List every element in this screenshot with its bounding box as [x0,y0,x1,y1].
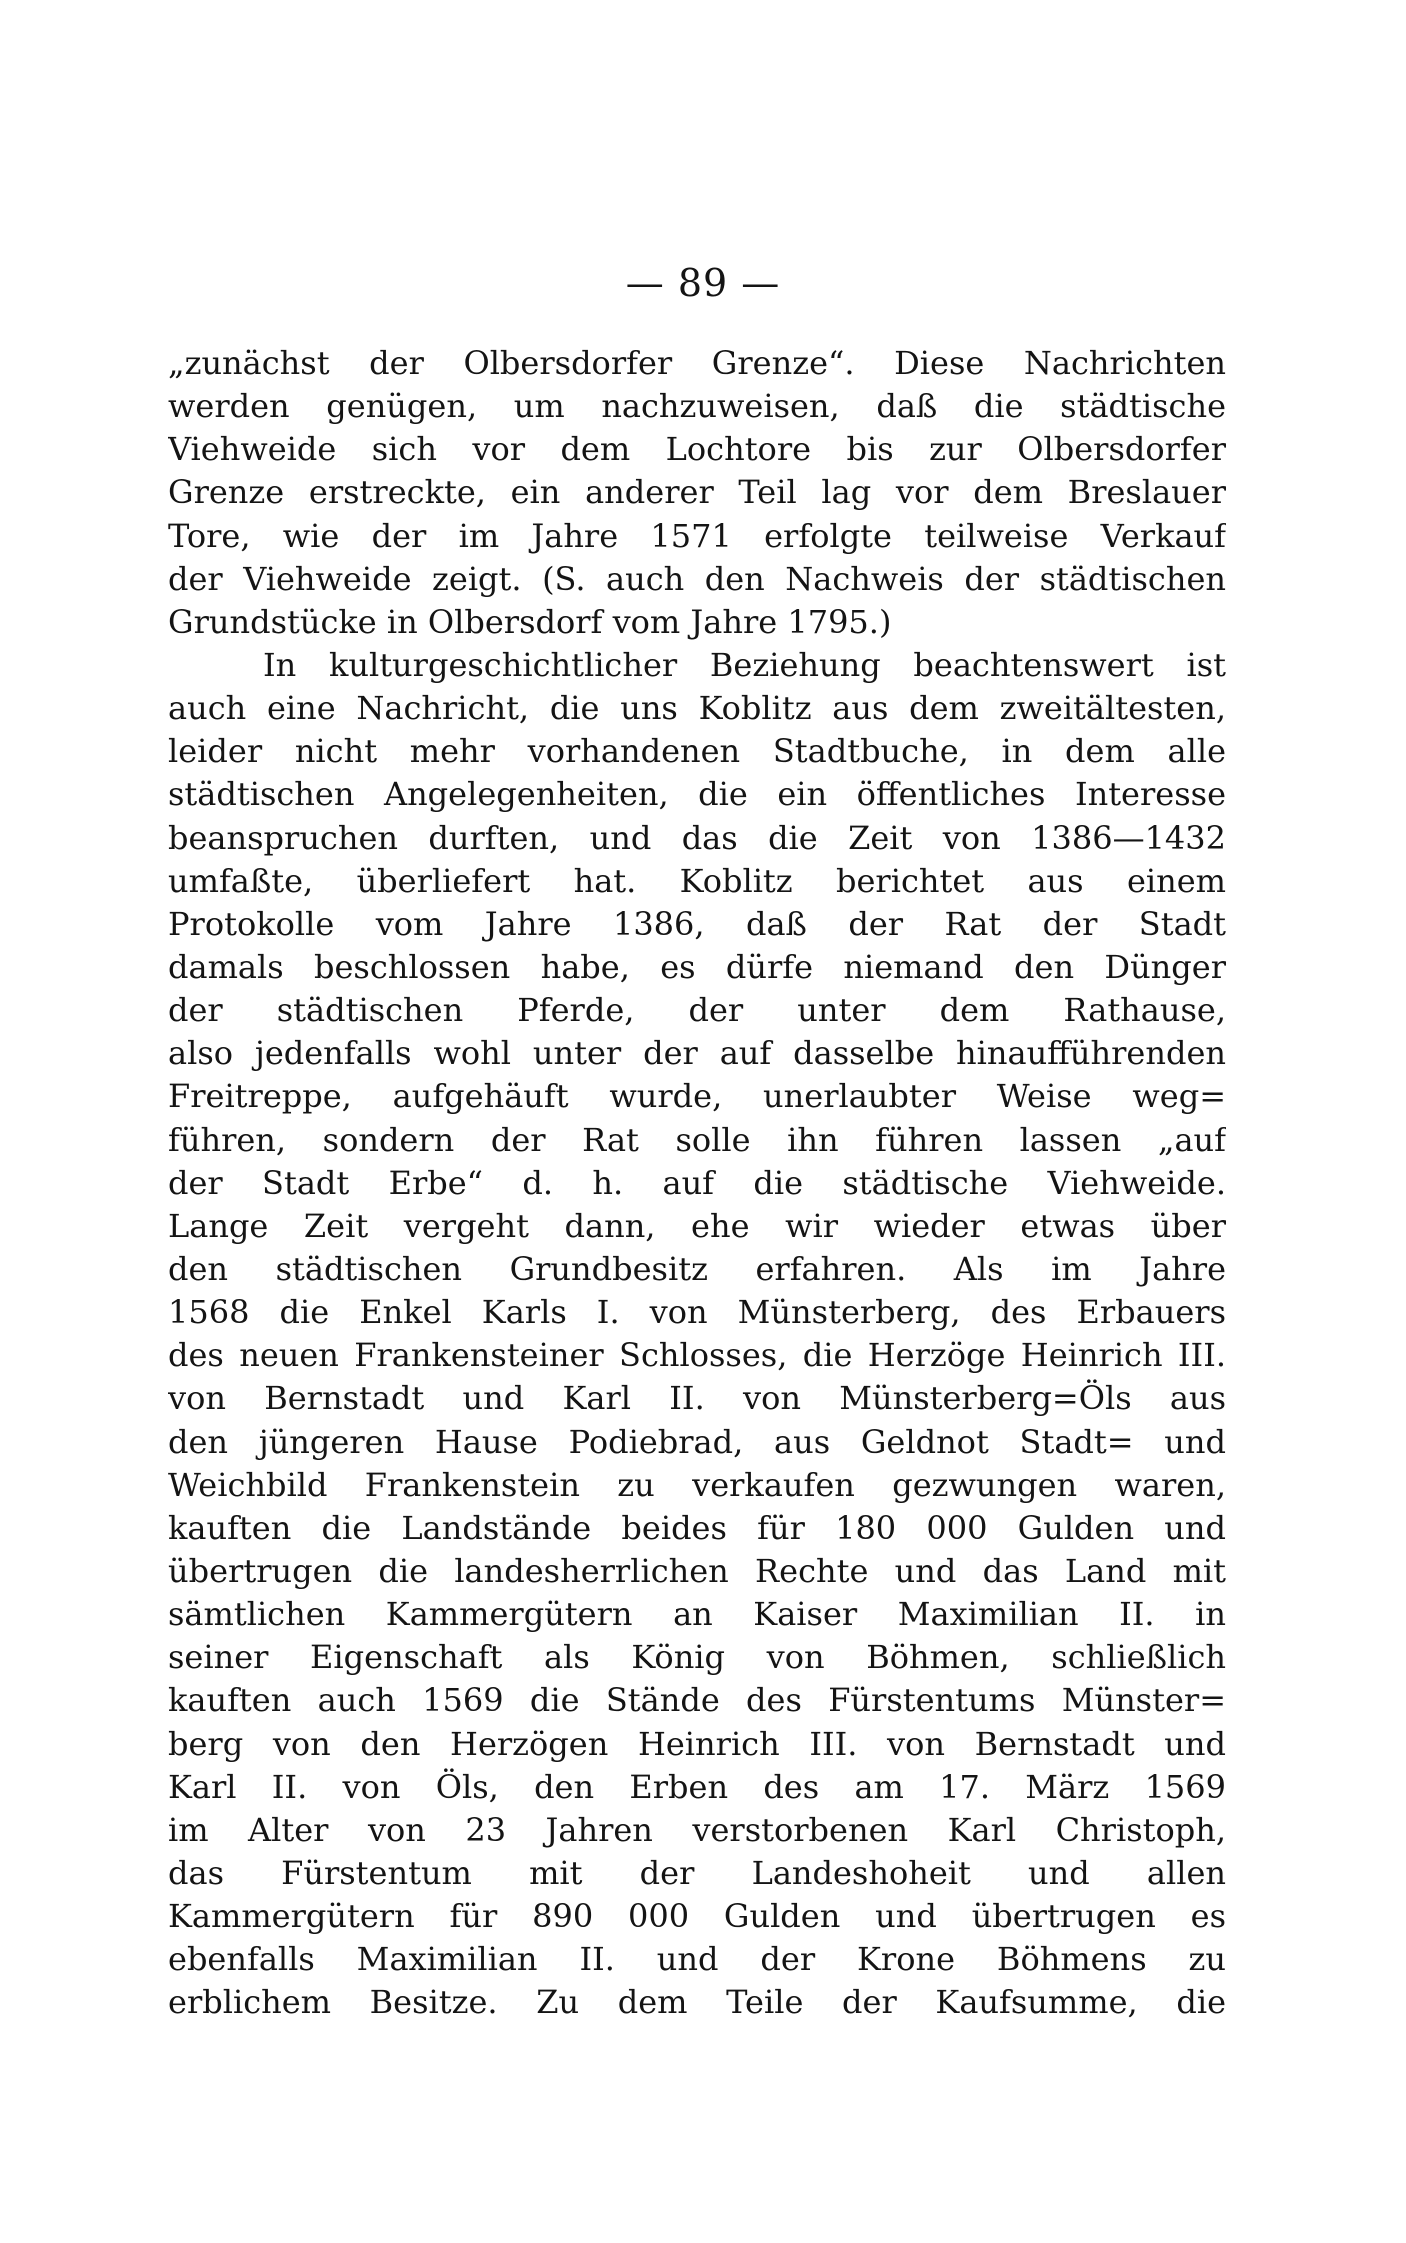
text-line: beanspruchen durften, und das die Zeit von 1386—1432 [168,818,1226,857]
text-line: erblichem Besitze. Zu dem Teile der Kaufsumme, die [168,1983,1226,2022]
text-line: 1568 die Enkel Karls I. von Münsterberg, des Erbauers [168,1293,1226,1332]
page-number: — 89 — [625,261,781,305]
text-line: von Bernstadt und Karl II. von Münsterberg=Öls aus [168,1379,1226,1418]
text-line: Grundstücke in Olbersdorf vom Jahre 1795.) [168,602,892,641]
text-line: Karl II. von Öls, den Erben des am 17. März 1569 [168,1767,1226,1806]
text-line: In kulturgeschichtlicher Beziehung beachtenswert ist [263,645,1226,684]
text-line: seiner Eigenschaft als König von Böhmen, schließlich [168,1638,1226,1677]
text-line: ebenfalls Maximilian II. und der Krone Böhmens zu [168,1940,1226,1979]
text-line: Freitreppe, aufgehäuft wurde, unerlaubter Weise weg= [168,1077,1226,1116]
text-line: Viehweide sich vor dem Lochtore bis zur Olbersdorfer [168,430,1226,469]
text-line: städtischen Angelegenheiten, die ein öffentliches Interesse [168,775,1226,814]
text-line: Kammergütern für 890 000 Gulden und übertrugen es [168,1897,1226,1936]
text-line: Tore, wie der im Jahre 1571 erfolgte teilweise Verkauf [168,516,1226,555]
text-line: berg von den Herzögen Heinrich III. von Bernstadt und [168,1724,1226,1763]
text-line: übertrugen die landesherrlichen Rechte und das Land mit [168,1551,1226,1590]
text-line: den städtischen Grundbesitz erfahren. Als im Jahre [168,1249,1226,1288]
text-line: leider nicht mehr vorhandenen Stadtbuche, in dem alle [168,732,1226,771]
text-line: Weichbild Frankenstein zu verkaufen gezwungen waren, [168,1465,1226,1504]
text-line: den jüngeren Hause Podiebrad, aus Geldnot Stadt= und [168,1422,1226,1461]
text-line: Grenze erstreckte, ein anderer Teil lag vor dem Breslauer [168,473,1226,512]
text-line: das Fürstentum mit der Landeshoheit und allen [168,1853,1226,1892]
text-line: „zunächst der Olbersdorfer Grenze“. Diese Nachrichten [168,344,1226,382]
text-line: Protokolle vom Jahre 1386, daß der Rat der Stadt [168,904,1226,943]
text-line: sämtlichen Kammergütern an Kaiser Maximilian II. in [168,1595,1226,1634]
text-line: im Alter von 23 Jahren verstorbenen Karl Christoph, [168,1810,1226,1849]
text-line: damals beschlossen habe, es dürfe niemand den Dünger [168,947,1226,986]
text-line: der Viehweide zeigt. (S. auch den Nachweis der städtischen [168,559,1226,598]
text-line: kauften die Landstände beides für 180 000 Gulden und [168,1508,1226,1547]
text-line: der städtischen Pferde, der unter dem Rathause, [168,991,1226,1030]
text-line: also jedenfalls wohl unter der auf dasselbe hinaufführenden [168,1034,1226,1073]
text-line: führen, sondern der Rat solle ihn führen lassen „auf [168,1120,1226,1159]
body-text [168,342,1226,2024]
text-line: werden genügen, um nachzuweisen, daß die städtische [168,387,1226,426]
text-line: kauften auch 1569 die Stände des Fürstentums Münster= [168,1681,1226,1720]
text-line: Lange Zeit vergeht dann, ehe wir wieder etwas über [168,1206,1226,1245]
text-line: der Stadt Erbe“ d. h. auf die städtische Viehweide. [168,1163,1226,1202]
text-line: umfaßte, überliefert hat. Koblitz berichtet aus einem [168,861,1226,900]
text-line: des neuen Frankensteiner Schlosses, die Herzöge Heinrich III. [168,1336,1226,1375]
text-line: auch eine Nachricht, die uns Koblitz aus dem zweitältesten, [168,689,1226,728]
